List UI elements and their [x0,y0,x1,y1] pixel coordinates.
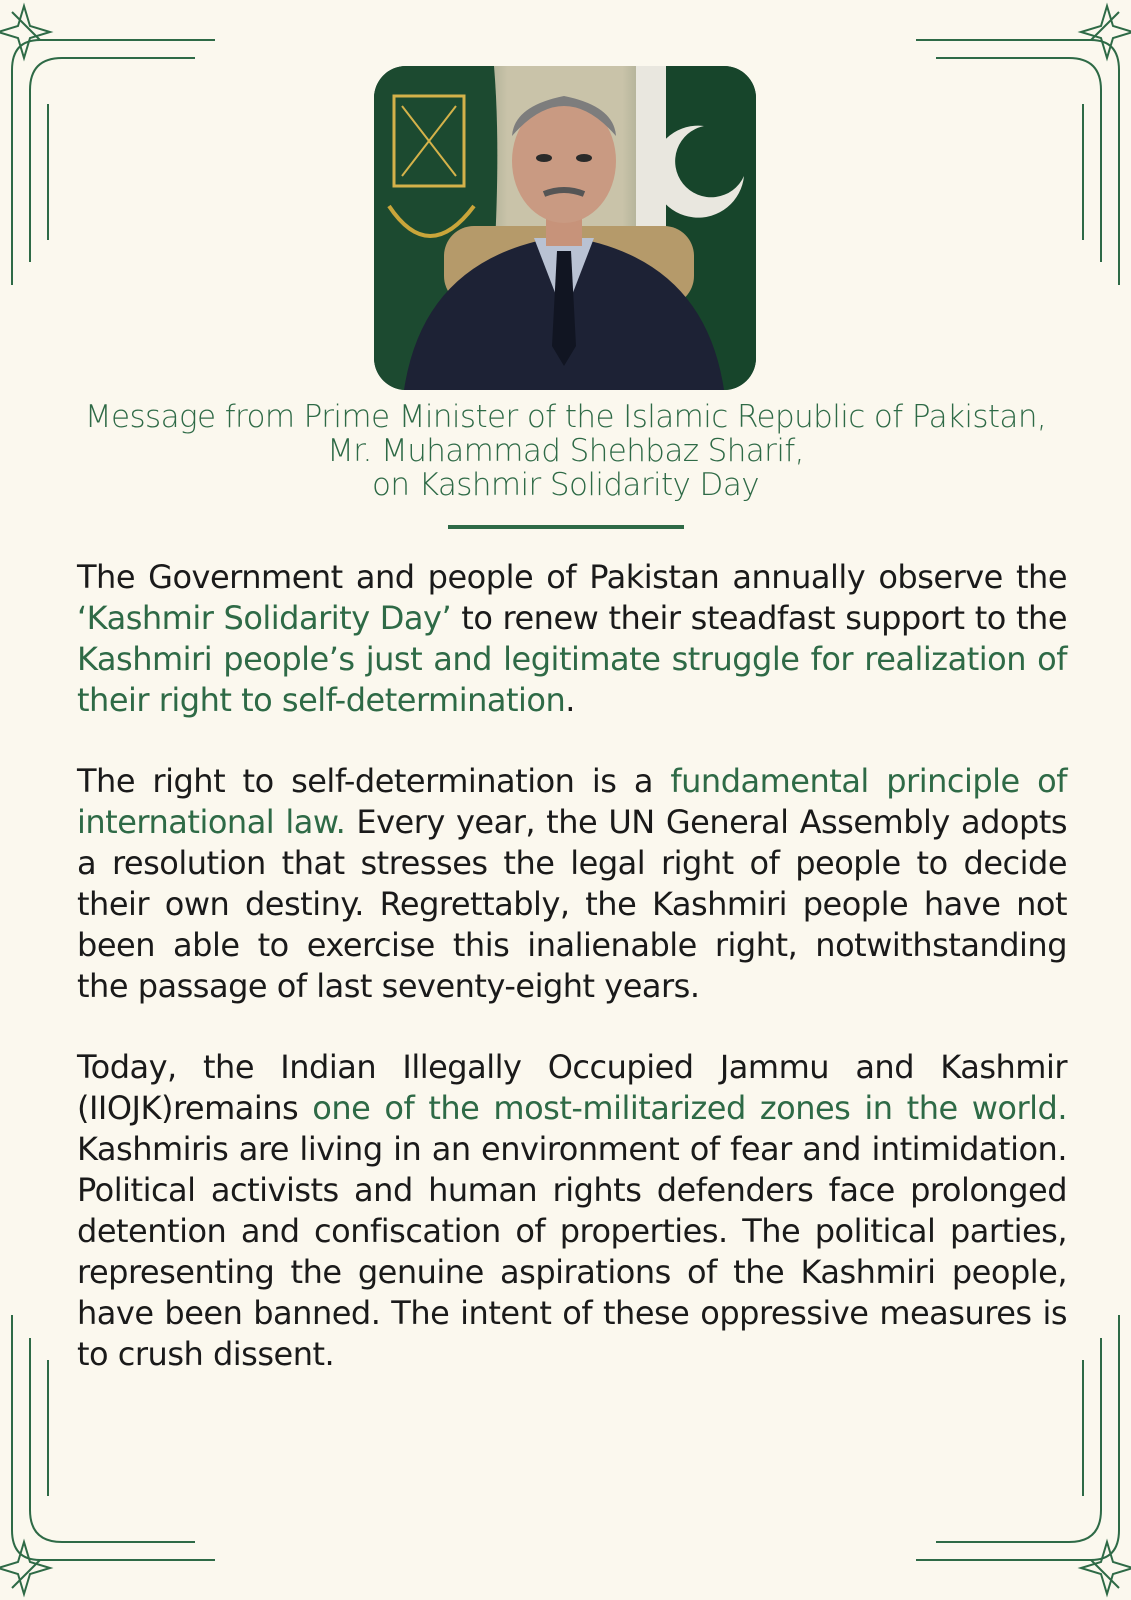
paragraph-1-segment: . [565,681,575,719]
paragraph-1-highlight: ‘Kashmir Solidarity Day’ [77,599,452,637]
paragraph-3-highlight: one of the most-militarized zones in the world. [312,1089,1068,1127]
paragraph-2-segment: Every year, the UN General Assembly adopts a resolution that stresses the legal right of people to decide their own destiny. Regrettably, the Kashmiri people have not been able to exercise this inalienable right, notwithstanding the passage of last seventy-eight years. [77,803,1068,1005]
message-heading [30,400,1101,502]
heading-line-2: Mr. Muhammad Shehbaz Sharif, [327,433,804,469]
paragraph-1-highlight: Kashmiri people’s just and legitimate struggle for realization of their right to self-determination [77,640,1067,719]
paragraph-2-segment: The right to self-determination is a [77,762,671,800]
paragraph-1-segment: to renew their steadfast support to the [451,599,1068,637]
corner-ornament-top-right [801,0,1131,330]
message-body [77,557,1067,1415]
heading-divider [448,525,684,529]
heading-line-1: Message from Prime Minister of the Islamic Republic of Pakistan, [84,399,1047,435]
paragraph-1 [77,557,1067,721]
portrait-photo [374,66,756,390]
paragraph-2-highlight: fundamental principle of international law. [77,762,1067,841]
paragraph-3 [77,1047,1067,1375]
paragraph-2 [77,761,1067,1007]
paragraph-3-segment: Today, the Indian Illegally Occupied Jammu and Kashmir (IIOJK)remains [77,1048,1067,1127]
corner-ornament-top-left [0,0,330,330]
paragraph-1-segment: The Government and people of Pakistan annually observe the [77,558,1067,596]
heading-line-3: on Kashmir Solidarity Day [372,467,759,503]
paragraph-3-segment: Kashmiris are living in an environment of fear and intimidation. Political activists and human rights defenders face prolonged detention and confiscation of properties. The political parties, representing the genuine aspirations of the Kashmiri people, have been banned. The intent of these oppressive measures is to crush dissent. [77,1130,1067,1373]
